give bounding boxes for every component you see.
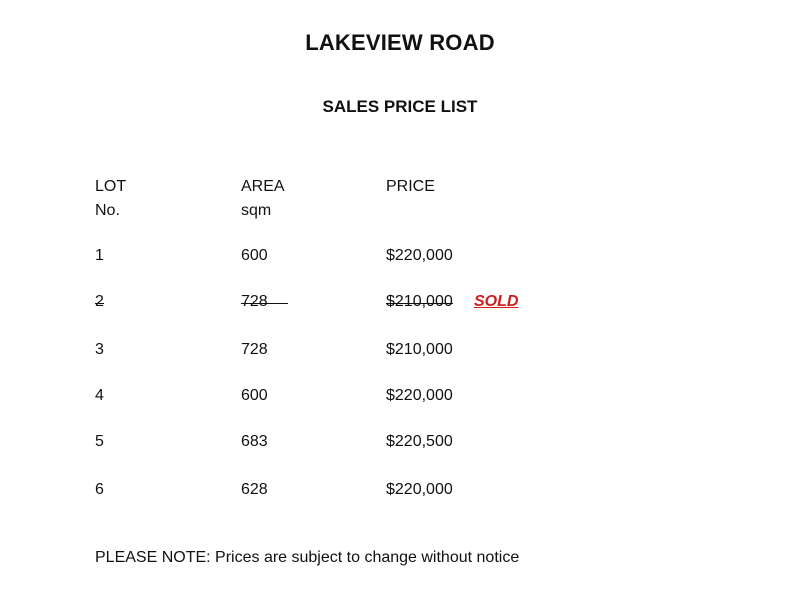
lot-area: 683 [241,433,268,450]
header-price: PRICE [386,178,435,195]
lot-price: $220,500 [386,433,453,450]
lot-number-struck [95,291,104,313]
lot-price: $210,000 [386,291,453,313]
lot-price: $210,000 [386,341,453,358]
table-row [0,385,800,407]
table-row [0,431,800,453]
header-lot: LOT [95,178,127,195]
lot-number: 3 [95,341,104,358]
table-row-sold [0,291,800,313]
sold-label: SOLD [474,293,519,310]
lot-price: $220,000 [386,481,453,498]
table-row [0,479,800,501]
lot-number: 1 [95,247,104,264]
table-row [0,339,800,361]
page-title: LAKEVIEW ROAD [305,30,495,55]
lot-area: 600 [241,247,268,264]
lot-price-struck [386,291,453,313]
lot-number: 6 [95,481,104,498]
table-row [0,245,800,267]
price-notice: PLEASE NOTE: Prices are subject to change without notice [95,549,520,566]
page-subtitle: SALES PRICE LIST [322,97,478,116]
lot-number: 5 [95,433,104,450]
lot-area: 628 [241,481,268,498]
lot-number: 4 [95,387,104,404]
lot-area: 728 [241,341,268,358]
header-lot-no: No. [95,202,120,219]
lot-number: 2 [95,291,104,313]
header-area-unit: sqm [241,202,272,219]
lot-price: $220,000 [386,387,453,404]
header-area: AREA [241,178,285,195]
lot-area: 600 [241,387,268,404]
lot-area: 728 [241,291,268,313]
lot-price: $220,000 [386,247,453,264]
lot-area-struck [241,291,268,313]
